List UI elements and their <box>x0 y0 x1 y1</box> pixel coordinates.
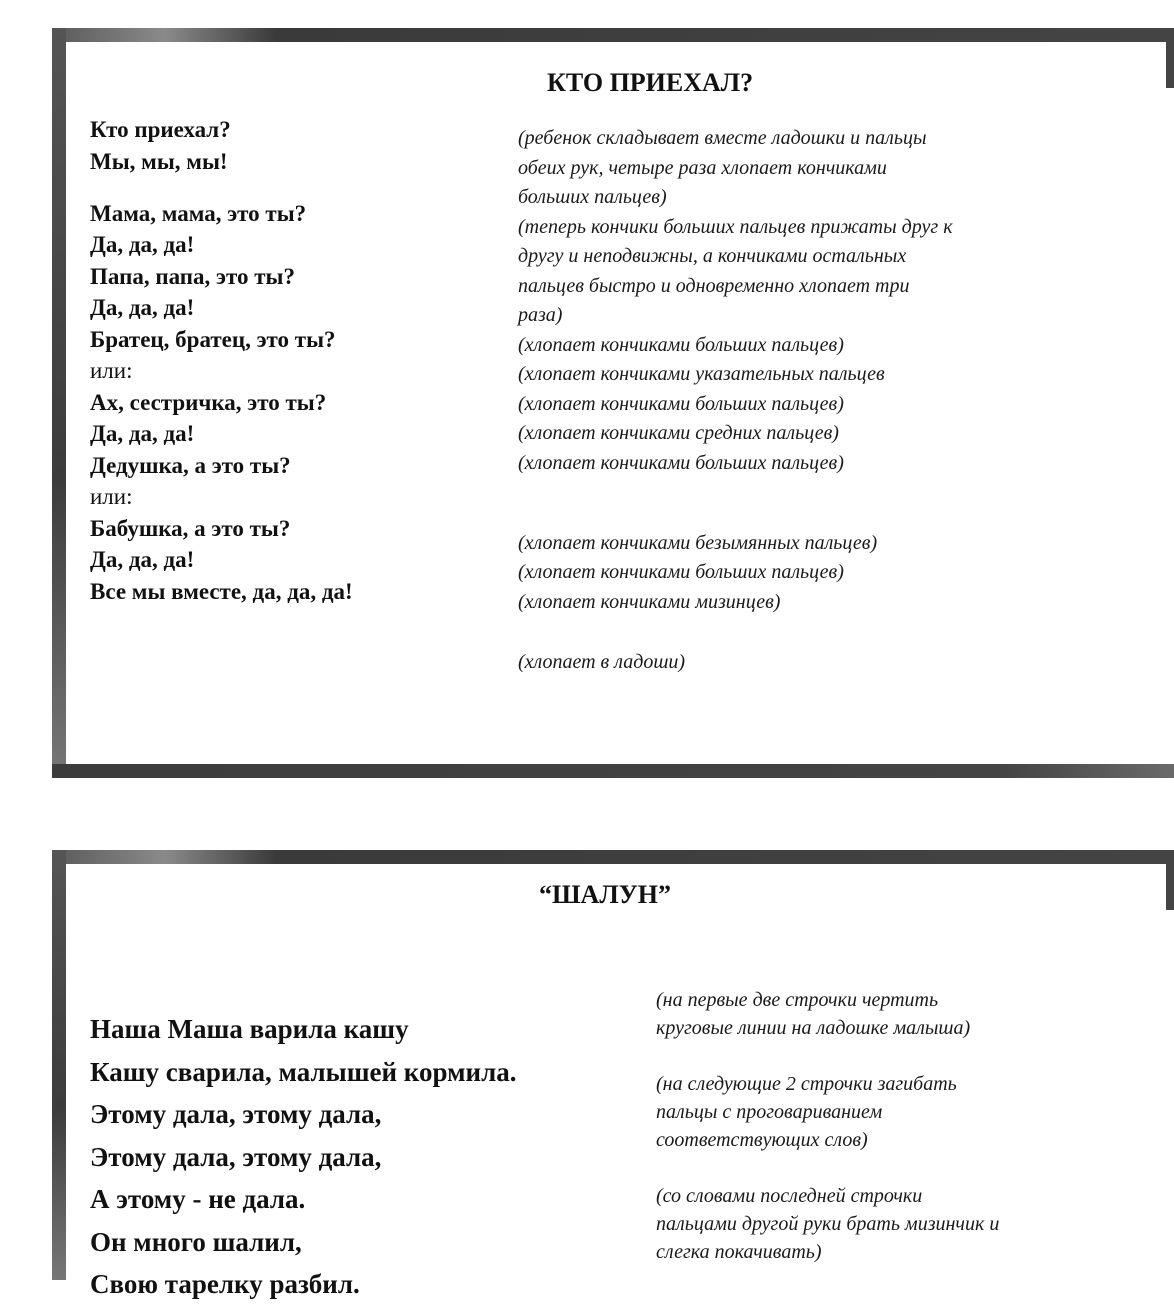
verse-line: Кашу сварила, малышей кормила. <box>90 1056 517 1087</box>
verse-line: Он много шалил, <box>90 1226 302 1257</box>
verse-lines <box>90 1008 516 1306</box>
instruction-lines <box>656 986 999 1266</box>
instruction-line: (хлопает в ладоши) <box>518 650 686 673</box>
card-frame-right <box>1166 850 1174 910</box>
verse-line: Свою тарелку разбил. <box>90 1269 360 1299</box>
verse-line: Да, да, да! <box>90 547 195 572</box>
verse-line: А этому - не дала. <box>90 1184 306 1214</box>
verse-line: Бабушка, а это ты? <box>90 515 291 541</box>
verse-line: Этому дала, этому дала, <box>90 1141 382 1172</box>
instruction-line: (хлопает кончиками указательных пальцев <box>518 363 885 385</box>
instruction-line: (хлопает кончиками больших пальцев) <box>518 392 844 415</box>
instruction-line: (хлопает кончиками больших пальцев) <box>518 333 844 356</box>
card-frame-top <box>52 850 1174 864</box>
verse-line: Дедушка, а это ты? <box>90 452 291 478</box>
instruction-line: больших пальцев) <box>518 186 667 208</box>
verse-line: Кто приехал? <box>90 117 231 142</box>
verse-line: Папа, папа, это ты? <box>90 263 295 289</box>
verse-line: Да, да, да! <box>90 232 195 257</box>
instruction-line: (хлопает кончиками мизинцев) <box>518 590 781 613</box>
verse-line: Да, да, да! <box>90 421 195 446</box>
instruction-line: (на следующие 2 строчки загибать <box>656 1073 957 1095</box>
instruction-line: обеих рук, четыре раза хлопает кончиками <box>518 156 887 179</box>
card-frame-right <box>1166 28 1174 88</box>
instruction-line: (на первые две строчки чертить <box>656 989 939 1011</box>
instruction-line: (хлопает кончиками безымянных пальцев) <box>518 531 878 554</box>
card-frame-top <box>52 28 1174 42</box>
instruction-line: (хлопает кончиками больших пальцев) <box>518 561 844 583</box>
verse-line: или: <box>90 358 133 383</box>
instruction-line: другу и неподвижны, а кончиками остальных <box>518 245 907 267</box>
poem-card-kto-priekhal <box>52 28 1174 778</box>
verse-line: Мы, мы, мы! <box>90 148 228 174</box>
instruction-line: (хлопает кончиками больших пальцев) <box>518 451 844 474</box>
instruction-line: (со словами последней строчки <box>656 1185 923 1207</box>
instruction-line: слегка покачивать) <box>656 1241 822 1263</box>
verse-line: Ах, сестричка, это ты? <box>90 389 327 415</box>
instruction-line: соответствующих слов) <box>656 1129 868 1151</box>
instruction-lines <box>518 124 953 677</box>
instruction-line: пальцами другой руки брать мизинчик и <box>656 1213 1000 1235</box>
poem-title: “ШАЛУН” <box>539 880 672 909</box>
instruction-line: раза) <box>518 304 563 326</box>
verse-line: Наша Маша варила кашу <box>90 1014 409 1044</box>
verse-line: Братец, братец, это ты? <box>90 326 336 352</box>
instruction-line: круговые линии на ладошке малыша) <box>656 1017 971 1039</box>
card-frame-bottom <box>52 764 1174 778</box>
verse-line: Этому дала, этому дала, <box>90 1099 382 1129</box>
verse-line: или: <box>90 484 133 509</box>
instruction-line: пальцев быстро и одновременно хлопает три <box>518 274 910 297</box>
card-frame-left <box>52 28 66 778</box>
poem-title: КТО ПРИЕХАЛ? <box>547 68 754 97</box>
verse-line: Все мы вместе, да, да, да! <box>90 578 353 604</box>
instruction-line: пальцы с проговариванием <box>656 1101 883 1123</box>
instruction-line: (ребенок складывает вместе ладошки и пальцы <box>518 127 927 149</box>
poem-card-shalun <box>52 850 1174 1299</box>
verse-line: Мама, мама, это ты? <box>90 200 307 226</box>
verse-lines <box>90 114 353 607</box>
card-frame-left <box>52 850 66 1280</box>
verse-line: Да, да, да! <box>90 295 195 320</box>
instruction-line: (теперь кончики больших пальцев прижаты друг к <box>518 215 953 238</box>
instruction-line: (хлопает кончиками средних пальцев) <box>518 422 839 444</box>
